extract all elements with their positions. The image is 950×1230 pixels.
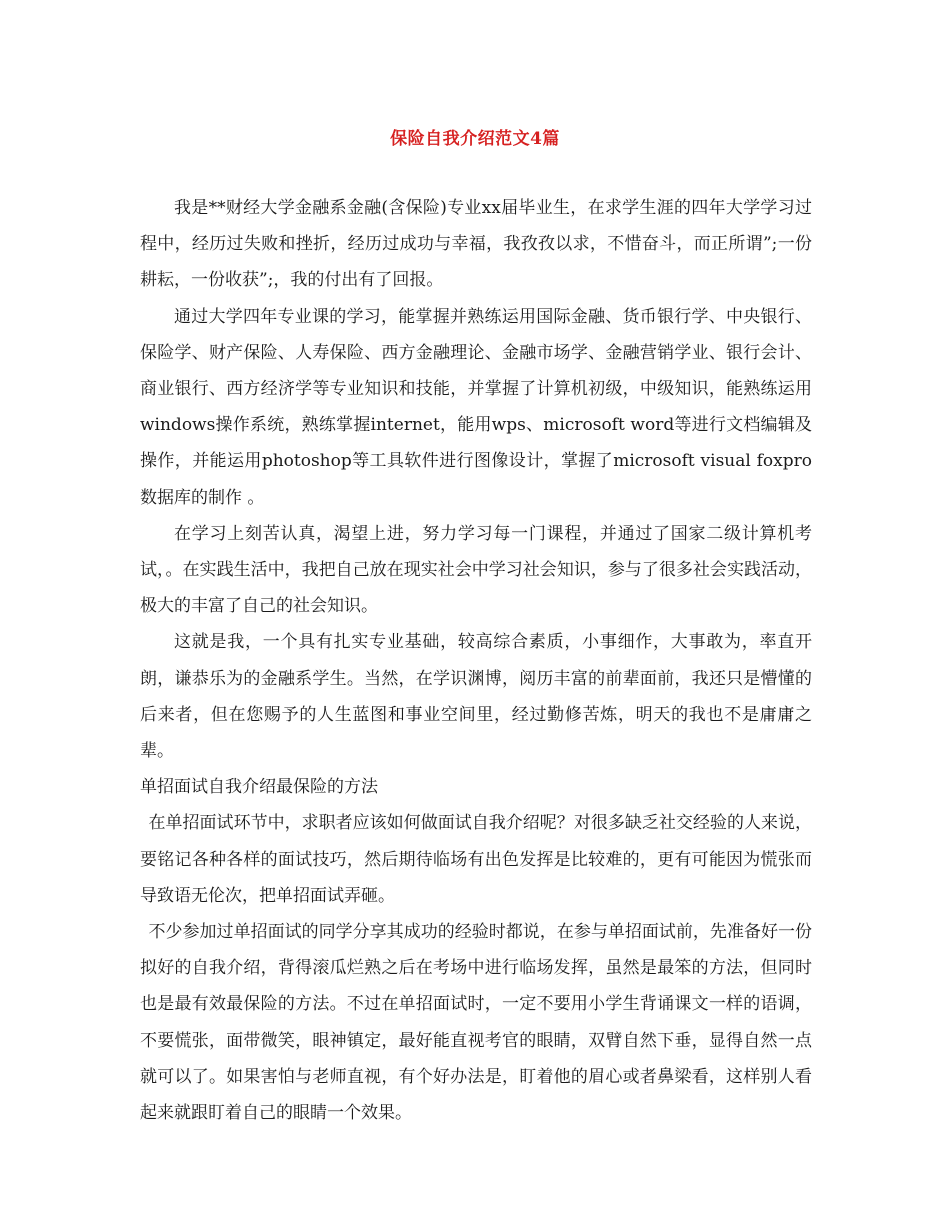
section-paragraph-2: 不少参加过单招面试的同学分享其成功的经验时都说，在参与单招面试前，先准备好一份拟好的自我介绍，背得滚瓜烂熟之后在考场中进行临场发挥，虽然是最笨的方法，但同时也是最有效最保险的方法。不过在单招面试时，一定不要用小学生背诵课文一样的语调，不要慌张，面带微笑，眼神镇定，最好能直视考官的眼睛，双臂自然下垂，显得自然一点就可以了。如果害怕与老师直视，有个好办法是，盯着他的眉心或者鼻梁看，这样别人看起来就跟盯着自己的眼睛一个效果。 (140, 922, 812, 1124)
section-heading: 单招面试自我介绍最保险的方法 (140, 777, 378, 798)
paragraph-intro: 我是**财经大学金融系金融(含保险)专业xx届毕业生，在求学生涯的四年大学学习过程中，经历过失败和挫折，经历过成功与幸福，我孜孜以求，不惜奋斗，而正所谓”;一份耕耘，一份收获”;，我的付出有了回报。 (140, 198, 812, 291)
document-title: 保险自我介绍范文4篇 (390, 129, 560, 149)
document-body (140, 190, 812, 1131)
paragraph-summary: 这就是我，一个具有扎实专业基础，较高综合素质，小事细作，大事敢为，率直开朗，谦恭乐为的金融系学生。当然，在学识渊博，阅历丰富的前辈面前，我还只是懵懂的后来者，但在您赐予的人生蓝图和事业空间里，经过勤修苦炼，明天的我也不是庸庸之辈。 (140, 632, 812, 762)
paragraph-study: 在学习上刻苦认真，渴望上进，努力学习每一门课程，并通过了国家二级计算机考试，。在实践生活中，我把自己放在现实社会中学习社会知识，参与了很多社会实践活动，极大的丰富了自己的社会知识。 (140, 523, 812, 617)
paragraph-skills: 通过大学四年专业课的学习，能掌握并熟练运用国际金融、货币银行学、中央银行、保险学、财产保险、人寿保险、西方金融理论、金融市场学、金融营销学业、银行会计、商业银行、西方经济学等专业知识和技能，并掌握了计算机初级，中级知识，能熟练运用windows操作系统，熟练掌握internet，能用wps、microsoft word等进行文档编辑及操作，并能运用photoshop等工具软件进行图像设计，掌握了microsoft visual foxpro数据库的制作 。 (140, 306, 812, 508)
section-paragraph-1: 在单招面试环节中，求职者应该如何做面试自我介绍呢？对很多缺乏社交经验的人来说，要铭记各种各样的面试技巧，然后期待临场有出色发挥是比较难的，更有可能因为慌张而导致语无伦次，把单招面试弄砸。 (140, 813, 812, 906)
